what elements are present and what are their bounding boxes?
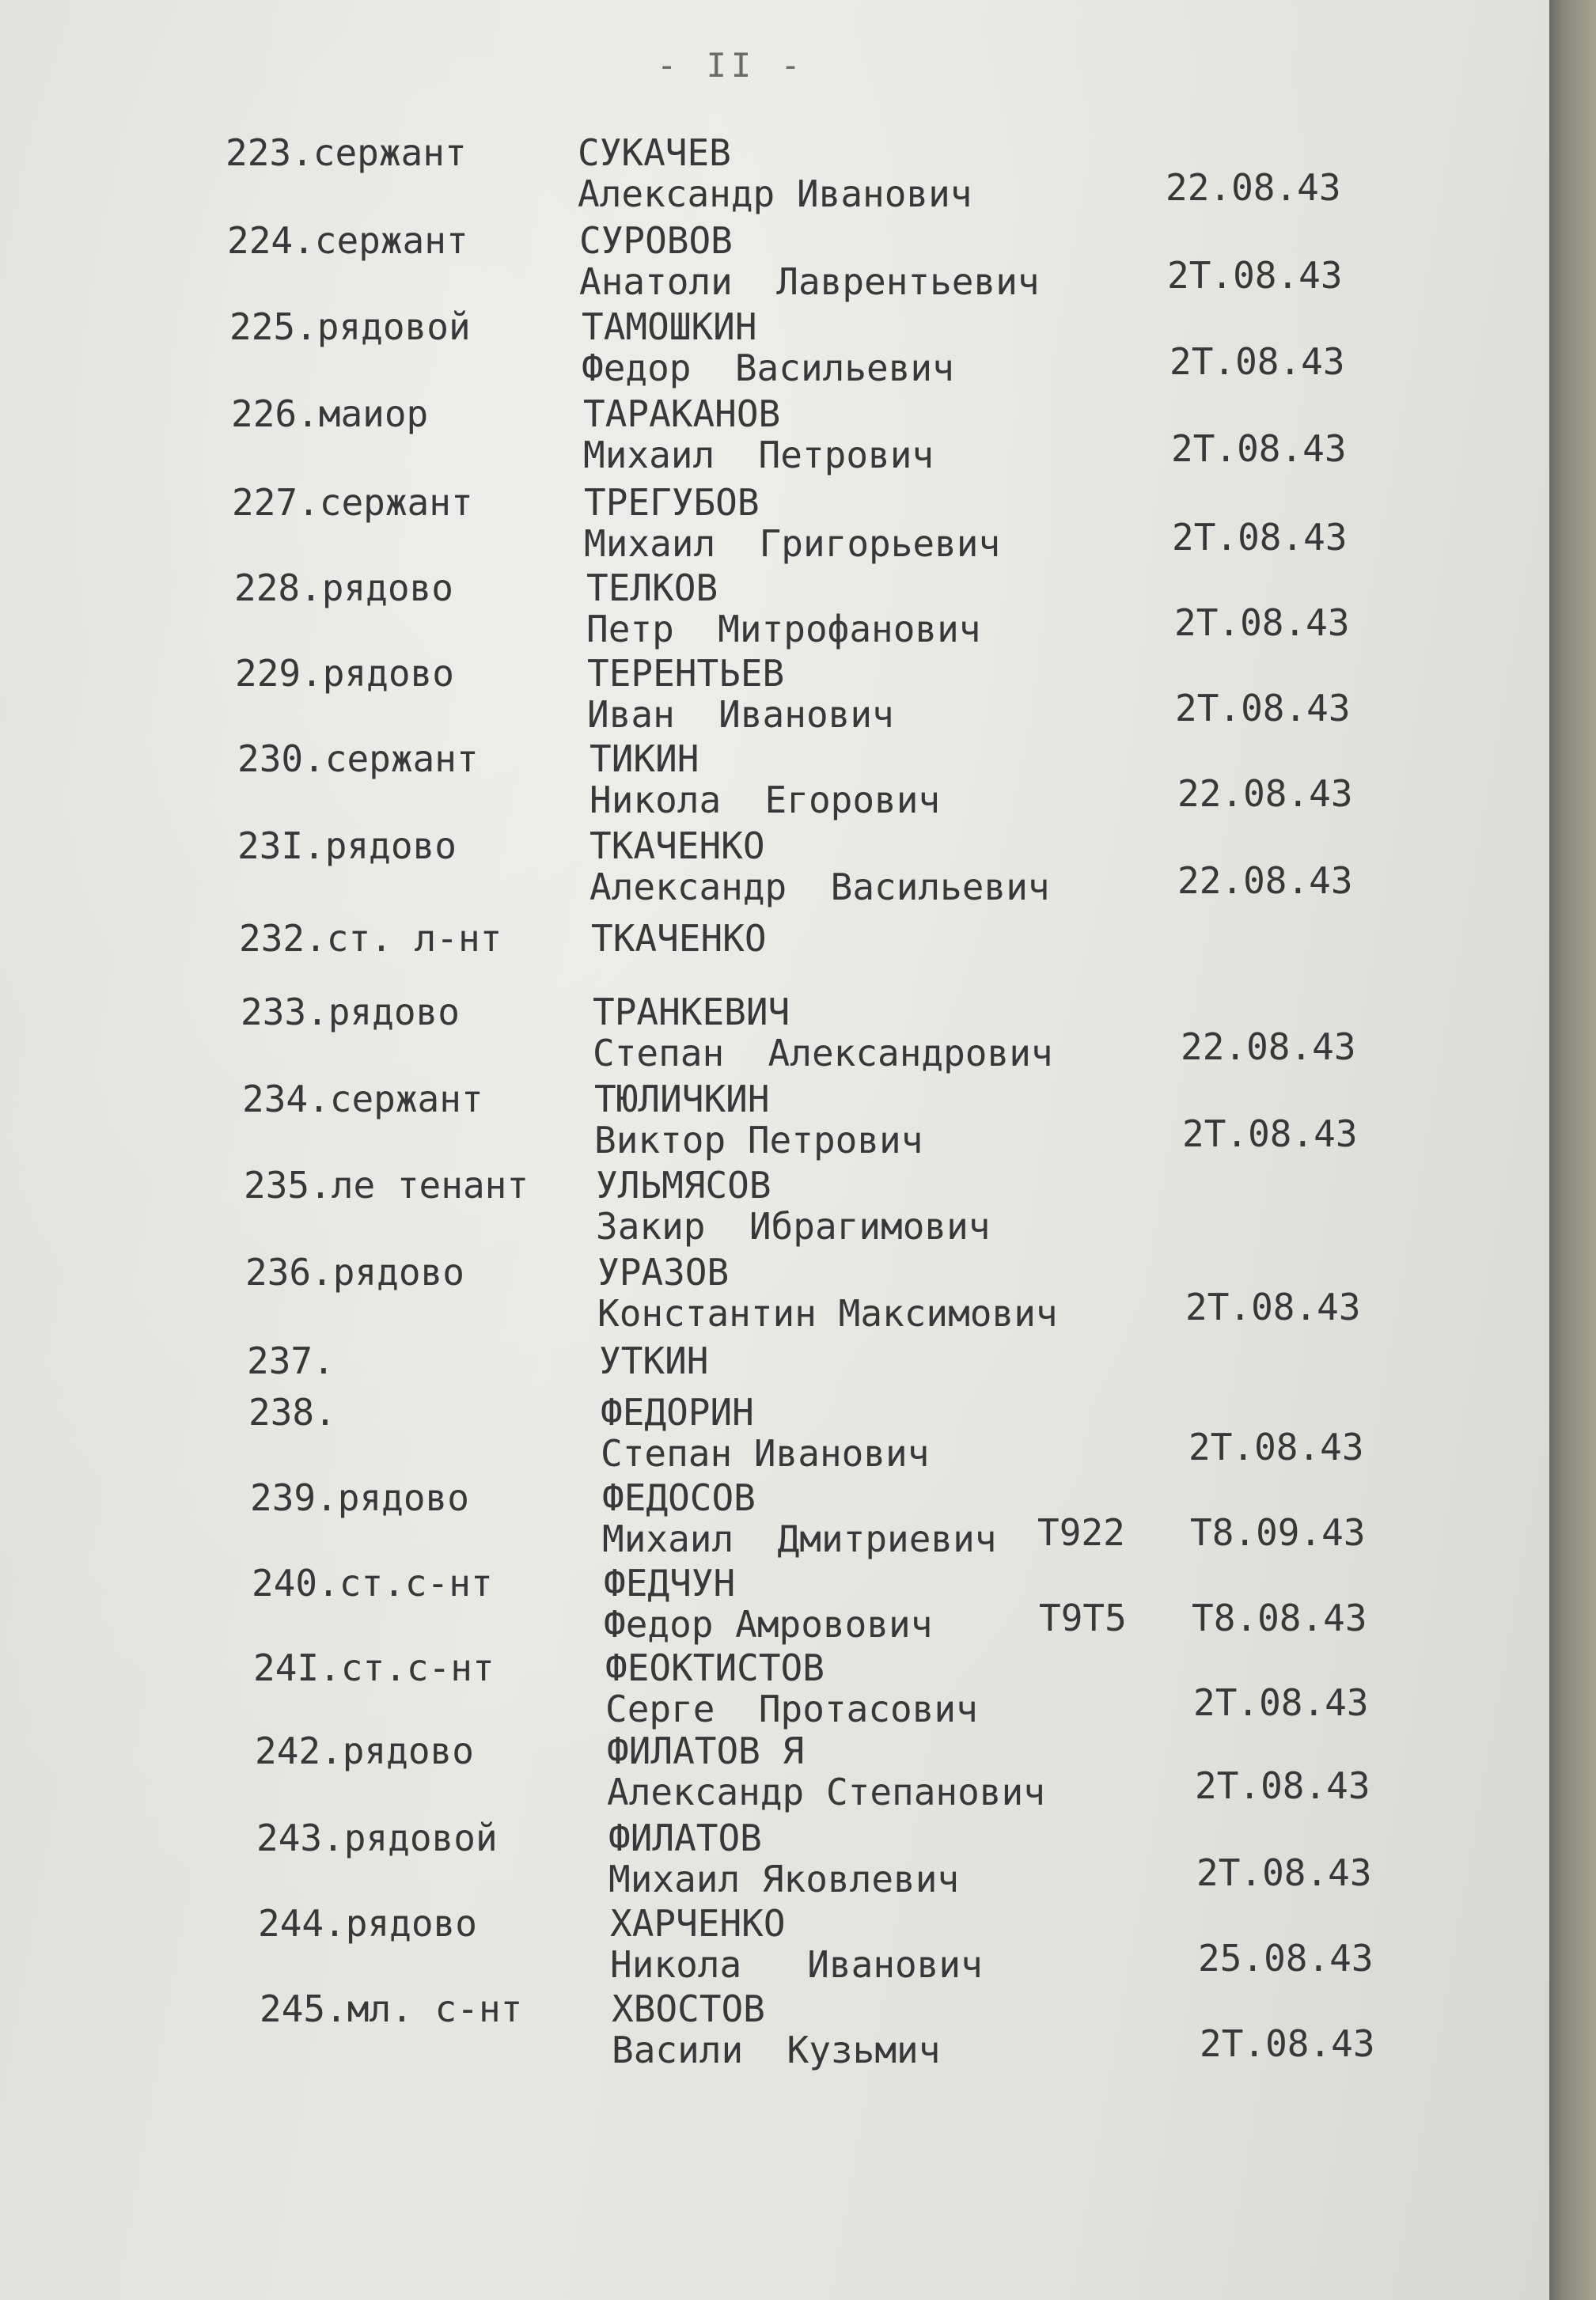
entry-rank: рядово bbox=[322, 652, 454, 695]
entry-birth-year: Т922 bbox=[1037, 1511, 1125, 1554]
entry-given-name: Никола Егорович bbox=[589, 779, 941, 821]
entry-given-name: Александр Степанович bbox=[607, 1771, 1045, 1813]
entry-number-rank bbox=[244, 1164, 529, 1207]
entry-number: 225. bbox=[229, 305, 317, 348]
entry-number: 224. bbox=[227, 219, 315, 262]
entry-surname: ТРЕГУБОВ bbox=[584, 481, 760, 524]
entry-given-name: Петр Митрофанович bbox=[586, 608, 981, 650]
entry-surname: ФЕДЧУН bbox=[604, 1562, 736, 1605]
entry-number-rank bbox=[234, 566, 453, 609]
entry-given-name: Закир Ибрагимович bbox=[596, 1205, 991, 1248]
entry-number: 233. bbox=[241, 991, 328, 1033]
entry-date: 2Т.08.43 bbox=[1188, 1426, 1364, 1468]
entry-given-name: Васили Кузьмич bbox=[612, 2029, 941, 2071]
entry-given-name: Федор Васильевич bbox=[582, 347, 954, 389]
entry-rank: ст.с-нт bbox=[340, 1646, 495, 1689]
entry-surname: ТИКИН bbox=[589, 737, 699, 780]
entry-date: 22.08.43 bbox=[1177, 772, 1353, 815]
entry-given-name: Степан Александрович bbox=[593, 1032, 1053, 1074]
entry-number-rank bbox=[252, 1562, 493, 1605]
entry-date: 22.08.43 bbox=[1177, 859, 1353, 902]
entry-given-name: Михаил Дмитриевич bbox=[602, 1518, 997, 1560]
entry-number: 232. bbox=[239, 917, 327, 960]
entry-date: 2Т.08.43 bbox=[1174, 601, 1350, 644]
entry-rank: сержант bbox=[324, 737, 479, 780]
entry-number-rank bbox=[250, 1476, 469, 1519]
entry-rank: рядово bbox=[345, 1902, 477, 1945]
entry-number-rank bbox=[226, 131, 467, 174]
entry-date: Т8.08.43 bbox=[1192, 1597, 1367, 1639]
entry-surname: ФЕДОСОВ bbox=[602, 1476, 756, 1519]
entry-given-name: Александр Васильевич bbox=[589, 866, 1050, 908]
entry-date: 2Т.08.43 bbox=[1182, 1112, 1358, 1155]
entry-given-name: Михаил Григорьевич bbox=[584, 522, 1001, 565]
entry-rank: рядово bbox=[342, 1730, 474, 1772]
entry-rank: ст. л-нт bbox=[326, 917, 502, 960]
entry-number-rank bbox=[229, 305, 471, 348]
entry-given-name: Михаил Яковлевич bbox=[608, 1858, 960, 1900]
entry-number-rank bbox=[260, 1987, 523, 2030]
entry-surname: ФЕОКТИСТОВ bbox=[605, 1646, 825, 1689]
entry-number: 24I. bbox=[253, 1646, 341, 1689]
entry-number: 230. bbox=[237, 737, 325, 780]
entry-surname: УЛЬМЯСОВ bbox=[596, 1164, 771, 1207]
entry-number-rank bbox=[239, 917, 502, 960]
entry-rank: рядовой bbox=[317, 305, 471, 348]
entry-number-rank bbox=[237, 824, 457, 867]
entry-number: 237. bbox=[247, 1339, 335, 1382]
entry-rank: маиор bbox=[318, 392, 429, 435]
entry-given-name: Виктор Петрович bbox=[594, 1119, 923, 1161]
entry-number: 244. bbox=[258, 1902, 346, 1945]
entry-number-rank bbox=[237, 737, 479, 780]
entry-rank: рядово bbox=[328, 991, 460, 1033]
entry-given-name: Серге Протасович bbox=[605, 1688, 978, 1730]
entry-rank: рядово bbox=[337, 1476, 469, 1519]
entry-date: 2Т.08.43 bbox=[1175, 687, 1351, 729]
entry-given-name: Федор Амровович bbox=[604, 1603, 933, 1646]
entry-number: 23I. bbox=[237, 824, 325, 867]
entry-number: 223. bbox=[226, 131, 313, 174]
entry-date: Т8.09.43 bbox=[1190, 1511, 1366, 1554]
entry-number-rank bbox=[227, 219, 468, 262]
entry-number: 240. bbox=[252, 1562, 339, 1605]
entry-number: 234. bbox=[242, 1078, 330, 1120]
entry-surname: ТКАЧЕНКО bbox=[589, 824, 765, 867]
entry-number-rank bbox=[242, 1078, 483, 1120]
entry-number: 236. bbox=[245, 1251, 333, 1294]
entry-number-rank bbox=[256, 1817, 498, 1859]
entry-date: 2Т.08.43 bbox=[1196, 1851, 1372, 1894]
entry-number-rank bbox=[232, 481, 473, 524]
entry-surname: ФЕДОРИН bbox=[601, 1391, 754, 1434]
entry-number: 243. bbox=[256, 1817, 344, 1859]
page-number: - II - bbox=[657, 46, 806, 85]
entry-rank: ст.с-нт bbox=[339, 1562, 493, 1605]
entry-surname: УРАЗОВ bbox=[597, 1251, 730, 1294]
entry-surname: УТКИН bbox=[599, 1339, 709, 1382]
entry-rank: сержант bbox=[319, 481, 473, 524]
entry-rank: рядово bbox=[324, 824, 457, 867]
entry-given-name: Степан Иванович bbox=[601, 1432, 930, 1475]
entry-number: 238. bbox=[248, 1391, 336, 1434]
entry-number: 245. bbox=[260, 1987, 347, 2030]
entry-number: 239. bbox=[250, 1476, 338, 1519]
entry-rank: рядовой bbox=[343, 1817, 498, 1859]
entry-number: 226. bbox=[231, 392, 319, 435]
entry-surname: ТЕРЕНТЬЕВ bbox=[587, 652, 785, 695]
entry-surname: ТЕЛКОВ bbox=[586, 566, 718, 609]
entry-surname: ФИЛАТОВ Я bbox=[607, 1730, 805, 1772]
entry-number-rank bbox=[231, 392, 429, 435]
entry-rank: сержант bbox=[329, 1078, 483, 1120]
entry-rank: сержант bbox=[313, 131, 467, 174]
entry-rank: сержант bbox=[314, 219, 468, 262]
entry-date: 2Т.08.43 bbox=[1167, 254, 1343, 297]
entry-number: 228. bbox=[234, 566, 322, 609]
entry-date: 2Т.08.43 bbox=[1193, 1681, 1369, 1724]
entry-date: 2Т.08.43 bbox=[1185, 1286, 1361, 1328]
entry-rank: ле тенант bbox=[331, 1164, 529, 1207]
entry-number: 227. bbox=[232, 481, 320, 524]
entry-number: 229. bbox=[235, 652, 323, 695]
entry-surname: СУКАЧЕВ bbox=[578, 131, 731, 174]
entry-number-rank bbox=[241, 991, 460, 1033]
entry-given-name: Александр Иванович bbox=[578, 172, 972, 215]
entry-surname: ТАМОШКИН bbox=[582, 305, 757, 348]
entry-surname: ФИЛАТОВ bbox=[608, 1817, 762, 1859]
entry-surname: ХВОСТОВ bbox=[612, 1987, 765, 2030]
entry-given-name: Иван Иванович bbox=[587, 693, 894, 736]
entry-date: 2Т.08.43 bbox=[1172, 516, 1348, 559]
entry-given-name: Константин Максимович bbox=[597, 1292, 1058, 1335]
entry-surname: ТРАНКЕВИЧ bbox=[593, 991, 790, 1033]
entry-surname: ТКАЧЕНКО bbox=[591, 917, 767, 960]
entry-given-name: Михаил Петрович bbox=[583, 434, 934, 476]
entry-number: 235. bbox=[244, 1164, 332, 1207]
entry-number-rank bbox=[247, 1339, 335, 1382]
entry-date: 22.08.43 bbox=[1181, 1025, 1356, 1068]
entry-date: 2Т.08.43 bbox=[1195, 1764, 1370, 1807]
entry-date: 25.08.43 bbox=[1198, 1937, 1374, 1980]
entry-number-rank bbox=[255, 1730, 474, 1772]
entry-number-rank bbox=[258, 1902, 477, 1945]
entry-birth-year: Т9Т5 bbox=[1039, 1597, 1127, 1639]
entry-number-rank bbox=[245, 1251, 464, 1294]
entry-date: 2Т.08.43 bbox=[1171, 427, 1347, 470]
entry-rank: рядово bbox=[321, 566, 453, 609]
entry-date: 22.08.43 bbox=[1166, 166, 1341, 209]
entry-number: 242. bbox=[255, 1730, 343, 1772]
entry-surname: ТЮЛИЧКИН bbox=[594, 1078, 770, 1120]
entry-given-name: Анатоли Лаврентьевич bbox=[579, 260, 1040, 303]
entry-date: 2Т.08.43 bbox=[1200, 2022, 1375, 2065]
entry-given-name: Никола Иванович bbox=[610, 1943, 983, 1986]
entry-surname: СУРОВОВ bbox=[579, 219, 733, 262]
entry-surname: ХАРЧЕНКО bbox=[610, 1902, 786, 1945]
entry-rank: мл. с-нт bbox=[347, 1987, 523, 2030]
entry-number-rank bbox=[253, 1646, 495, 1689]
background-edge bbox=[1549, 0, 1596, 2300]
entry-rank: рядово bbox=[332, 1251, 464, 1294]
entry-surname: ТАРАКАНОВ bbox=[583, 392, 781, 435]
entry-number-rank bbox=[235, 652, 454, 695]
entry-number-rank bbox=[248, 1391, 336, 1434]
entry-date: 2Т.08.43 bbox=[1170, 340, 1345, 383]
